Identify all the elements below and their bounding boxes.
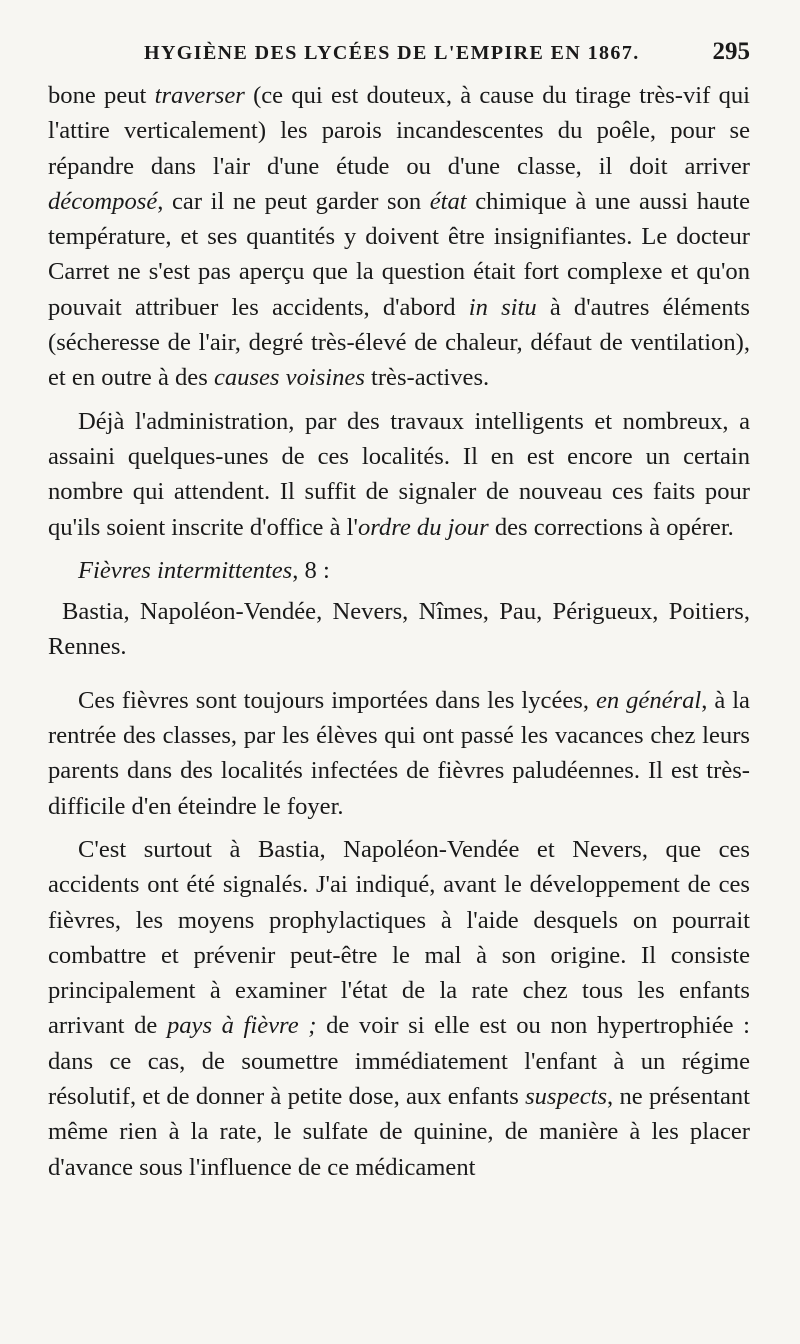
- fevers-heading: Fièvres intermittentes, 8 :: [78, 556, 330, 584]
- page-header: [144, 38, 750, 78]
- fevers-city-list: Bastia, Napoléon-Vendée, Nevers, Nîmes, Pau, Périgueux, Poitiers, Rennes.: [48, 598, 750, 661]
- paragraph-administration: Déjà l'administration, par des travaux intelligents et nombreux, a assaini quelques-unes de ces localités. Il en est encore un certain nombre qui attendent. Il suffit de signaler de nouveau ces faits pour qu'ils soient inscrite d'office à l'ordre du jour des corrections à opérer.: [48, 407, 750, 541]
- page-number: 295: [712, 38, 750, 65]
- paragraph-bastia: C'est surtout à Bastia, Napoléon-Vendée et Nevers, que ces accidents ont été signalés. J'ai indiqué, avant le développement de ces fièvres, les moyens prophylactiques à l'aide desquels on pourrait combattre et prévenir peut-être le mal à son origine. Il consiste principalement à examiner l'état de la rate chez tous les enfants arrivant de pays à fièvre ; de voir si elle est ou non hypertrophiée : dans ce cas, de soumettre immédiatement l'enfant à un régime résolutif, et de donner à petite dose, aux enfants suspects, ne présentant même rien à la rate, le sulfate de quinine, de manière à les placer d'avance sous l'influence de ce médicament: [48, 835, 751, 1181]
- running-title: HYGIÈNE DES LYCÉES DE L'EMPIRE EN 1867.: [144, 42, 640, 64]
- paragraph-continued: bone peut traverser (ce qui est douteux, à cause du tirage très-vif qui l'attire verticalement) les parois incandescentes du poêle, pour se répandre dans l'air d'une étude ou d'une classe, il doit arriver décomposé, car il ne peut garder son état chimique à une aussi haute température, et ses quantités y doivent être insignifiantes. Le docteur Carret ne s'est pas aperçu que la question était fort complexe et qu'on pouvait attribuer les accidents, d'abord in situ à d'autres éléments (sécheresse de l'air, degré très-élevé de chaleur, défaut de ventilation), et en outre à des causes voisines très-actives.: [48, 82, 750, 392]
- page-body: [48, 78, 750, 1185]
- paragraph-fevers-imported: Ces fièvres sont toujours importées dans les lycées, en général, à la rentrée des classes, par les élèves qui ont passé les vacances chez leurs parents dans des localités infectées de fièvres paludéennes. Il est très-difficile d'en éteindre le foyer.: [48, 686, 750, 820]
